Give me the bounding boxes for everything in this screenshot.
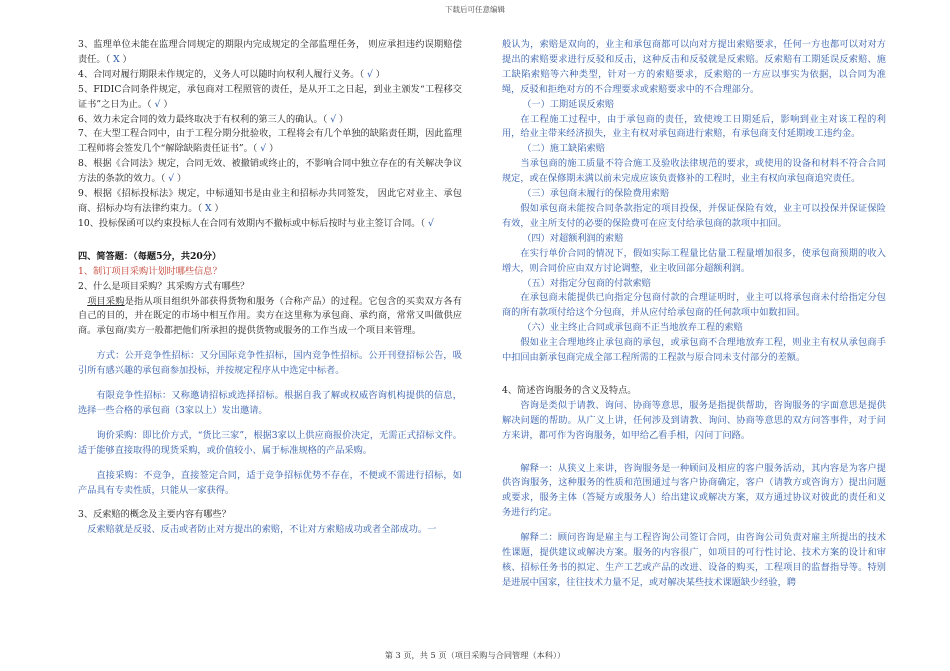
tf-answer-mark: √ [327,113,340,125]
tf-item-end: ） [269,143,279,155]
counterclaim-6-title: （六）业主终止合同或承包商不正当地放弃工程的索赔 [522,322,743,334]
tf-item-text: 5、FIDIC合同条件规定，承包商对工程照管的责任，是从开工之日起，到业主颁发“工程移交证书”之日为止。（ [78,83,462,110]
tf-item-text: 6、效力未定合同的效力最终取决于有权利的第三人的确认。（ [78,113,328,125]
tf-item-7 [78,127,462,157]
tf-item-end: ） [163,98,173,110]
answer-2-definition [78,295,462,340]
counterclaim-2-body: 当承包商的施工质量不符合施工及验收法律规范的要求，或使用的设备和材料不符合合同规定，或在保修期未满以前未完成应该负责修补的工程时，业主有权向承包商追究责任。 [502,158,886,185]
counterclaim-1-body: 在工程施工过程中，由于承包商的责任，致使竣工日期延后，影响到业主对该工程的利用，给业主带来经济损失，业主有权对承包商进行索赔，有承包商支付延期竣工违约金。 [502,113,886,140]
right-column [502,38,886,591]
answer-3-start: 反索赔就是反驳、反击或者防止对方提出的索赔，不让对方索赔成功或者全部成功。一 [87,524,437,536]
question-4: 4、简述咨询服务的含义及特点。 [502,384,637,396]
tf-answer-mark: X [110,53,123,65]
tf-item-end: ） [339,113,349,125]
answer-4-intro: 咨询是类似于请教、询问、协商等意思，服务是指提供帮助，咨询服务的字面意思是提供解决问题的帮助。从广义上讲，任何涉及到请教、询问、协商等意思的双方问答事件，对于问方来讲，都可作为咨询服务，如甲给乙看手相，闪问丁问路。 [502,399,886,441]
tf-answer-mark: √ [425,217,434,229]
question-3: 3、反索赔的概念及主要内容有哪些？ [78,509,231,521]
tf-answer-mark: √ [165,173,177,185]
tf-item-8 [78,157,462,187]
tf-answer-mark: X [202,202,215,214]
tf-item-6 [78,113,462,128]
answer-2-limited-tender: 有限竞争性招标：又称邀请招标或选择招标。根据自我了解或权威咨询机构提供的信息，选择一些合格的承包商（3家以上）发出邀请。 [78,390,462,416]
page-header: 下载后可任意编辑 [445,5,505,14]
tf-item-10 [78,217,462,232]
counterclaim-4-title: （四）对超额利润的索赔 [522,232,624,244]
answer-2-direct: 直接采购：不竞争，直接签定合同，适于竞争招标优势不存在，不便或不需进行招标，如产品具有专卖性质，只能从一家获得。 [78,469,462,496]
tf-item-text: 10、投标保函可以约束投标人在合同有效期内不撤标或中标后按时与业主签订合同。（ [78,217,426,229]
tf-item-end: ） [214,202,224,214]
tf-item-4 [78,68,462,83]
left-column [78,38,462,538]
question-2: 2、什么是项目采购？其采购方式有哪些？ [78,280,250,292]
question-1: 1、制订项目采购计划时哪些信息？ [78,265,222,277]
tf-item-text: 8、根据《合同法》规定，合同无效、被撤销或终止的，不影响合同中独立存在的有关解决争议方法的条款的效力。（ [78,158,462,185]
counterclaim-5-title: （五）对指定分包商的付款索赔 [522,277,651,289]
answer-3-continued: 般认为，索赔是双向的，业主和承包商都可以向对方提出索赔要求，任何一方也都可以对对方提出的索赔要求进行反驳和反击，这种反击和反驳就是反索赔。反索赔有工期延误反索赔、施工缺陷索赔等六种类型，针对一方的索赔要求，反索赔的一方应以事实为依据，以合同为准绳，反驳和拒绝对方的不合理要求或索赔要求中的不合理部分。 [502,39,886,95]
answer-2-def-text: 是指从项目组织外部获得货物和服务（合称产品）的过程。它包含的买卖双方各有自己的目的，并在既定的市场中相互作用。卖方在这里称为承包商、承约商，常常又叫做供应商。承包商/卖方一般都把他们所承担的提供货物或服务的工作当成一个项目来管理。 [78,295,462,337]
counterclaim-3-title: （三）承包商未履行的保险费用索赔 [522,188,670,200]
counterclaim-2-title: （二）施工缺陷索赔 [522,143,605,155]
counterclaim-1-title: （一）工期延误反索赔 [522,98,615,110]
answer-2-inquiry: 询价采购：即比价方式，“货比三家”，根据3家以上供应商报价决定，无需正式招标文件。适于能够直接取得的现货采购，或价值较小、属于标准规格的产品采购。 [78,429,462,456]
tf-item-text: 7、在大型工程合同中，由于工程分期分批验收，工程将会有几个单独的缺陷责任期，因此监理工程师将会签发几个“解除缺陷责任证书”。（ [78,128,462,155]
answer-4-explanation-2: 解释二：顾问咨询是雇主与工程咨询公司签订合同，由咨询公司负责对雇主所提出的技术性课题，提供建议或解决方案。服务的内容很广，如项目的可行性讨论、技术方案的设计和审核、招标任务书的拟定、生产工艺或产品的改进、设备的购买，工程项目的监督指导等。特别是进展中国家，往往技术力量不足，或对解决某些技术课题缺少经验，聘 [502,532,886,588]
tf-item-text: 4、合同对履行期限未作规定的，义务人可以随时向权利人履行义务。（ [78,68,365,80]
tf-item-text: 3、监理单位未能在监理合同规定的期限内完成规定的全部监理任务， 则应承担违约误期赔偿责任。（ [78,39,462,65]
tf-answer-mark: √ [364,68,376,80]
answer-4-explanation-1: 解释一：从狭义上来讲，咨询服务是一种顾问及相应的客户服务活动，其内容是为客户提供咨询服务，这种服务的性质和范围通过与客户协商确定，客户（请教方或咨询方）提出问题或要求，服务主体（答疑方或服务人）给出建议或解决方案，双方通过协议对彼此的责任和义务进行约定。 [502,462,886,519]
tf-item-end: ） [122,53,132,65]
tf-item-3 [78,38,462,68]
page-footer: 第 3 页，共 5 页（项目采购与合同管理（本科）） [384,650,566,660]
tf-item-9 [78,187,462,217]
tf-answer-mark: √ [151,98,164,110]
section-title: 四、简答题：（每题5分，共20分） [78,250,222,262]
tf-item-5 [78,83,462,113]
tf-item-text: 9、根据《招标投标法》规定，中标通知书是由业主和招标办共同签发， 因此它对业主、承包商、招标办均有法律约束力。（ [78,188,462,214]
tf-answer-mark: √ [257,143,270,155]
counterclaim-5-body: 在承包商未能提供已向指定分包商付款的合理证明时，业主可以将承包商未付给指定分包商的所有款项付给这个分包商，并从应付给承包商的任何款项中如数扣回。 [502,292,886,319]
answer-2-term: 项目采购 [87,295,125,307]
tf-item-end: ） [176,173,187,185]
counterclaim-3-body: 假如承包商未能按合同条款指定的项目投保，并保证保险有效，业主可以投保并保证保险有效，业主所支付的必要的保险费可在应支付给承包商的款项中扣回。 [502,202,886,229]
answer-2-open-tender: 方式：公开竞争性招标：又分国际竞争性招标，国内竞争性招标。公开刊登招标公告，吸引所有感兴趣的承包商参加投标，并按规定程序从中选定中标者。 [78,350,462,377]
tf-item-end: ） [375,68,385,80]
counterclaim-4-body: 在实行单价合同的情况下，假如实际工程量比估量工程量增加很多，使承包商预期的收入增大，则合同价应由双方讨论调整，业主收回部分超额利润。 [502,247,886,274]
counterclaim-6-body: 假如业主合理地终止承包商的承包，或承包商不合理地放弃工程，则业主有权从承包商手中扣回由新承包商完成全部工程所需的工程款与原合同未支付部分的差额。 [502,337,886,364]
